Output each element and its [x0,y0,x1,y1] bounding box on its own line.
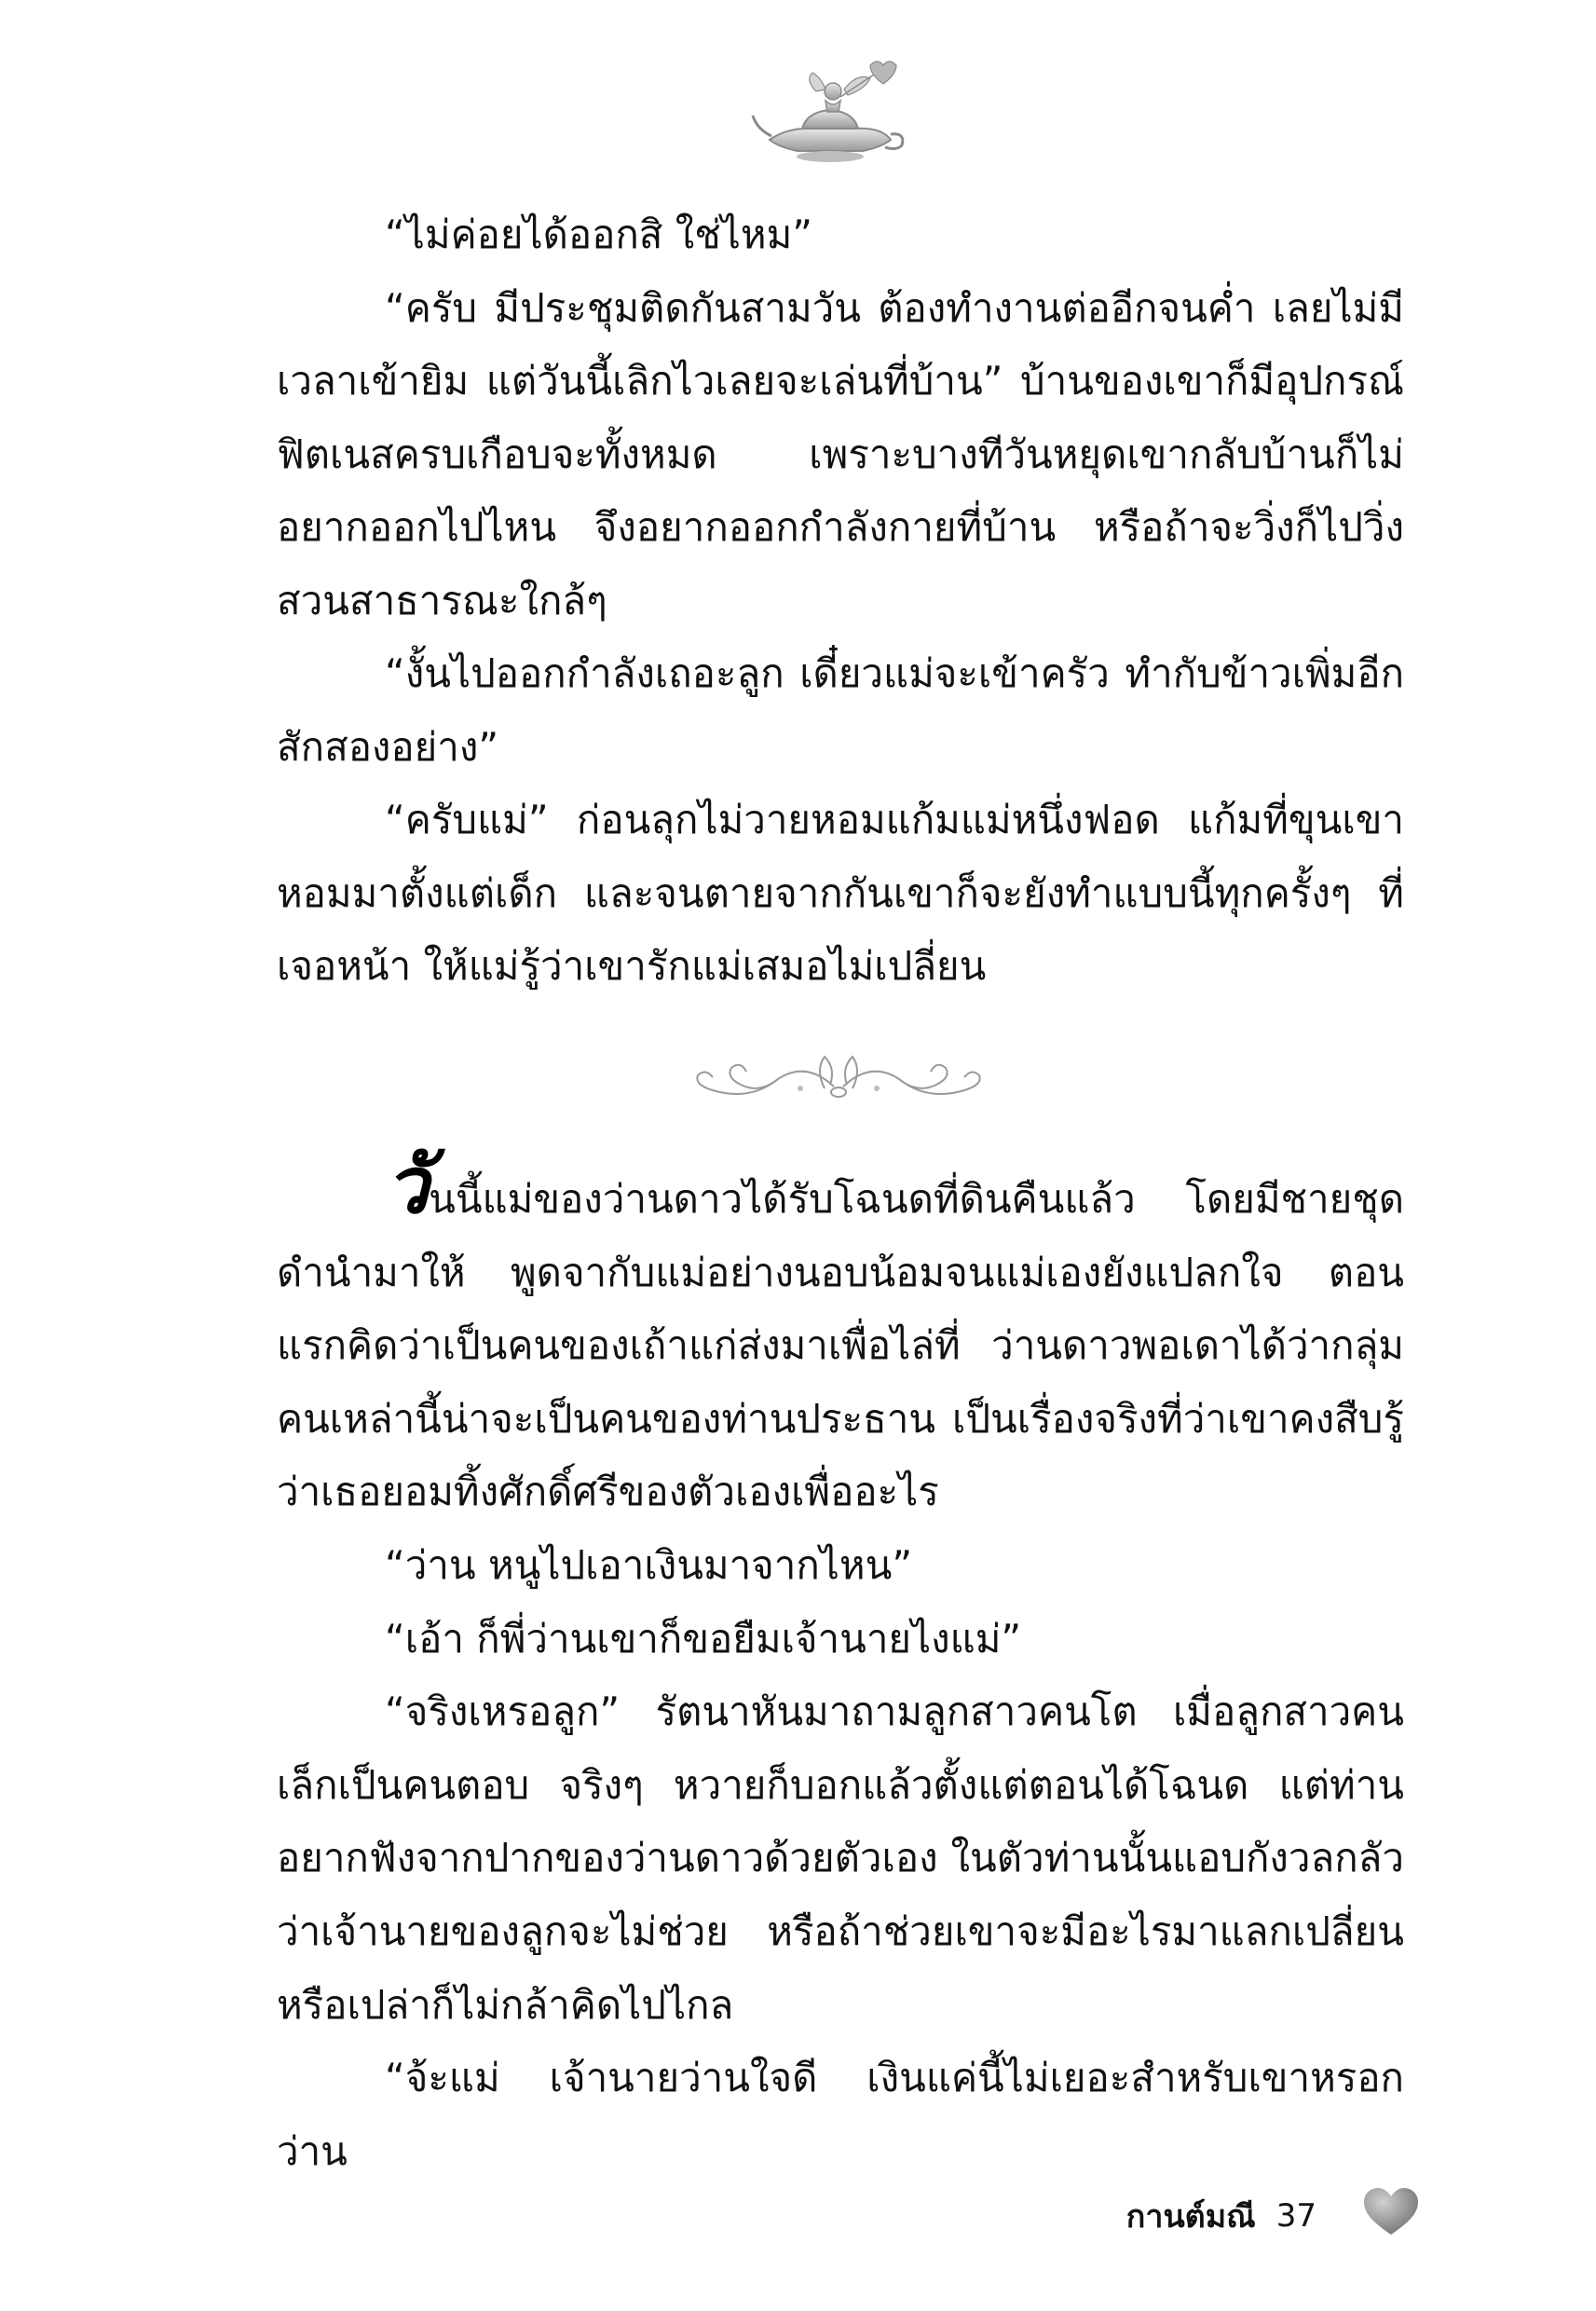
paragraph-text: นนี้แม่ของว่านดาวได้รับโฉนดที่ดินคืนแล้ว โดยมีชายชุดดำนำมาให้ พูดจากับแม่อย่างนอบน้อมจนแม่เองยังแปลกใจ ตอนแรกคิดว่าเป็นคนของเถ้าแก่ส่งมาเพื่อไล่ที่ ว่านดาวพอเดาได้ว่ากลุ่มคนเหล่านี้น่าจะเป็นคนของท่านประธาน เป็นเรื่องจริงที่ว่าเขาคงสืบรู้ว่าเธอยอมทิ้งศักดิ์ศรีของตัวเองเพื่ออะไร [277,1176,1404,1515]
paragraph: “เอ้า ก็พี่ว่านเขาก็ขอยืมเจ้านายไงแม่” [385,1615,1022,1661]
heart-icon [1362,2186,1420,2238]
drop-cap: วั [385,1140,430,1231]
paragraph: “ครับ มีประชุมติดกันสามวัน ต้องทำงานต่ออีกจนค่ำ เลยไม่มีเวลาเข้ายิม แต่วันนี้เลิกไวเลยจะเล่นที่บ้าน” บ้านของเขาก็มีอุปกรณ์ฟิตเนสครบเกือบจะทั้งหมด เพราะบางทีวันหยุดเขากลับบ้านก็ไม่อยากออกไปไหน จึงอยากออกกำลังกายที่บ้าน หรือถ้าจะวิ่งก็ไปวิ่งสวนสาธารณะใกล้ๆ [277,284,1404,623]
paragraph: “งั้นไปออกกำลังเถอะลูก เดี๋ยวแม่จะเข้าครัว ทำกับข้าวเพิ่มอีกสักสองอย่าง” [277,650,1404,770]
paragraph: “ครับแม่” ก่อนลุกไม่วายหอมแก้มแม่หนึ่งฟอด แก้มที่ขุนเขาหอมมาตั้งแต่เด็ก และจนตายจากกันเขาก็จะยังทำแบบนี้ทุกครั้งๆ ที่เจอหน้า ให้แม่รู้ว่าเขารักแม่เสมอไม่เปลี่ยน [277,797,1404,989]
cupid-teapot-icon [751,54,909,175]
paragraph: “ไม่ค่อยได้ออกสิ ใช่ไหม” [385,212,813,257]
floral-divider-icon [685,1051,992,1116]
paragraph: “จริงเหรอลูก” รัตนาหันมาถามลูกสาวคนโต เมื่อลูกสาวคนเล็กเป็นคนตอบ จริงๆ หวายก็บอกแล้วตั้งแต่ตอนได้โฉนด แต่ท่านอยากฟังจากปากของว่านดาวด้วยตัวเอง ในตัวท่านนั้นแอบกังวลกลัวว่าเจ้านายของลูกจะไม่ช่วย หรือถ้าช่วยเขาจะมีอะไรมาแลกเปลี่ยนหรือเปล่าก็ไม่กล้าคิดไปไกล [277,1689,1404,2028]
paragraph: “ว่าน หนูไปเอาเงินมาจากไหน” [385,1541,913,1588]
chapter-opening-paragraph [277,1140,1404,1529]
top-text-section [277,198,1404,1004]
book-title: กานต์มณี [1125,2198,1256,2236]
paragraph: “จ้ะแม่ เจ้านายว่านใจดี เงินแค่นี้ไม่เยอะสำหรับเขาหรอก ว่าน [277,2055,1404,2174]
page-footer [1126,2188,1316,2244]
page-number: 37 [1275,2197,1316,2235]
bottom-text-section [277,1140,1404,2188]
